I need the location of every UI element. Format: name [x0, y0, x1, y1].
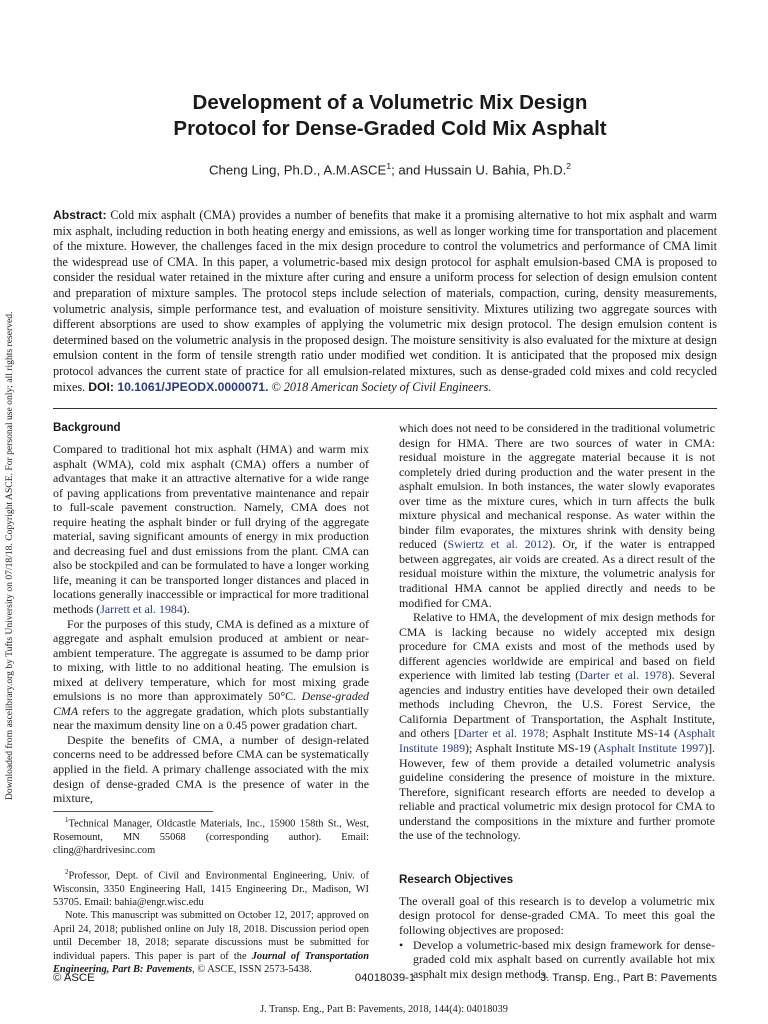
right-p1-end: ). Or, if the water is entrapped between aggregates, air voids are created. As a direct result of the residual moisture within the mixture, the volumetric analysis for traditional HMA cannot be applied directly and needs to be modified for CMA. — [399, 537, 715, 610]
right-p2-text: Relative to HMA, the development of mix design methods for CMA is lacking because no widely accepted mix design procedure for CMA exists and most of the methods used by different agencies worldwide are empirical and based on field experience with limited lab testing ( — [399, 610, 715, 683]
manuscript-note-end: , © ASCE, ISSN 2573-5438. — [192, 964, 312, 975]
citation-darter-2[interactable]: Darter et al. 1978; — [457, 726, 549, 741]
background-p1-text: Compared to traditional hot mix asphalt (HMA) and warm mix asphalt (WMA), cold mix asphalt (CMA) offers a number of advantages that make it an attractive alternative for a wide range of paving applications from preventative maintenance and repair to full-scale pavement construction. Namely, CMA does not require heating the asphalt binder or full drying of the aggregate material, saving significant amounts of energy in mix production and decreasing fuel and dust emissions from the plant. CMA can also be stockpiled and can be formulated to have a longer working life, meaning it can be transported longer distances and placed in locations generally inaccessible or impractical for more traditional methods ( — [53, 442, 369, 617]
footnote-2-mark: 2 — [65, 867, 69, 876]
author-2-affil: 2 — [566, 161, 572, 171]
background-p2-text: For the purposes of this study, CMA is defined as a mixture of aggregate and asphalt emulsion produced at ambient or near-ambient temperature. The aggregate is assumed to be damp prior to mixing, with little to no additional heating. The emulsion is mixed at delivery temperature, which for most mixing grade emulsions is no more than approximately 50°C. — [53, 616, 369, 704]
title-line-2: Protocol for Dense-Graded Cold Mix Asphalt — [173, 117, 607, 140]
bullet-icon: • — [399, 937, 404, 952]
abstract-text: Cold mix asphalt (CMA) provides a number of benefits that make it a promising alternative to hot mix asphalt and warm mix asphalt, including reduction in both heating energy and emissions, as well as longer working time for transportation and placement of the mixture. However, the challenges faced in the mix design procedure to control the volumetrics and performance of CMA limit the widespread use of CMA. In this paper, a volumetric-based mix design protocol for asphalt emulsion-based CMA is proposed to consider the residual water retained in the mixture after curing and ensure a uniform process for selection of design emulsion content and preparation of mixture samples. The protocol steps include selection of materials, compaction, curing, density measurements, volumetric analysis, simple performance test, and evaluation of moisture sensitivity. Mixtures utilizing two aggregate sources with different absorptions are used to show examples of applying the volumetric mix design protocol. The design emulsion content is determined based on the volumetric analysis in the proposed design. The moisture sensitivity is also evaluated for the mixture at design emulsion content in the form of tensile strength ratio under modified wet condition. It is anticipated that the proposed mix design protocol advances the current state of practice for all emulsion-related mixtures, such as dense-graded cold mixes and cold recycled mixes. — [53, 208, 717, 394]
author-separator: ; and Hussain U. Bahia, Ph.D. — [391, 162, 567, 178]
background-paragraph-3: Despite the benefits of CMA, a number of design-related concerns need to be addressed before CMA can be systematically applied in the field. A primary challenge associated with the mix design of dense-graded CMA is the presence of water in the mixture, — [53, 732, 369, 806]
abstract — [53, 208, 717, 395]
citation-ai-1989[interactable]: Asphalt Institute 1989 — [399, 726, 715, 756]
right-p2-b: ). Several agencies and industry entities have developed their own detailed methods including Chevron, the U.S. Forest Service, the California Department of Transportation, the Asphalt Institute, and others [ — [399, 668, 716, 741]
citation-darter-1[interactable]: Darter et al. 1978 — [579, 668, 668, 683]
footnote-divider — [53, 811, 213, 812]
section-heading-research-objectives: Research Objectives — [399, 872, 514, 886]
title-line-1: Development of a Volumetric Mix Design — [192, 91, 588, 114]
right-p2-d: ); Asphalt Institute MS-19 ( — [465, 741, 598, 756]
term-dense-graded-cma: Dense-graded CMA — [53, 689, 369, 718]
background-paragraph-4 — [399, 421, 715, 610]
download-notice — [4, 240, 18, 800]
objectives-paragraph: The overall goal of this research is to develop a volumetric mix design protocol for dense-graded CMA. To meet this goal the following objectives are proposed: — [399, 893, 715, 937]
footer-article-number: 04018039-1 — [354, 972, 416, 984]
citation-jarrett[interactable]: Jarrett et al. 1984 — [100, 602, 183, 617]
right-column — [399, 421, 715, 981]
background-paragraph-5 — [399, 610, 715, 843]
footer-journal: J. Transp. Eng., Part B: Pavements — [540, 972, 717, 984]
download-notice-text: Downloaded from ascelibrary.org by Tufts University on 07/18/18. Copyright ASCE. For personal use only; all rights reserved. — [4, 311, 15, 800]
background-paragraph-2 — [53, 617, 369, 733]
background-paragraph-1 — [53, 442, 369, 617]
section-heading-background: Background — [53, 421, 121, 434]
footnote-2 — [53, 866, 369, 910]
abstract-divider — [53, 408, 717, 409]
footer-copyright: © ASCE — [53, 972, 95, 984]
right-p2-c: Asphalt Institute MS-14 ( — [548, 726, 678, 741]
objective-item-text: Develop a volumetric-based mix design framework for dense-graded cold mix asphalt based on currently available hot mix asphalt mix design methods. — [413, 937, 715, 981]
author-1: Cheng Ling, Ph.D., A.M.ASCE — [208, 162, 387, 178]
abstract-copyright: © 2018 American Society of Civil Engineers. — [268, 379, 492, 394]
author-1-affil: 1 — [386, 161, 392, 171]
footnote-1 — [53, 814, 369, 858]
footnote-2-text: Professor, Dept. of Civil and Environmental Engineering, Univ. of Wisconsin, 3350 Engineering Hall, 1415 Engineering Dr., Madison, WI 53705. Email: bahia@engr.wisc.edu — [53, 870, 369, 908]
doi-link[interactable]: 10.1061/JPEODX.0000071. — [113, 379, 269, 394]
citation-swiertz[interactable]: Swiertz et al. 2012 — [447, 537, 549, 552]
background-p2-end: refers to the aggregate gradation, which plots substantially near the maximum density line on a 0.45 power gradation chart. — [53, 703, 369, 733]
doi-label: DOI: — [88, 379, 114, 394]
left-column — [53, 421, 369, 806]
journal-name: Journal of Transportation Engineering, Part B: Pavements — [53, 950, 369, 975]
manuscript-note-text: Note. This manuscript was submitted on October 12, 2017; approved on April 24, 2018; published online on July 18, 2018. Discussion period open until December 18, 2018; separate discussions must be submitted for individual papers. This paper is part of the — [53, 910, 369, 962]
background-p1-end: ). — [182, 602, 190, 617]
abstract-label: Abstract: — [53, 208, 107, 222]
citation-ai-1997[interactable]: Asphalt Institute 1997 — [597, 741, 705, 756]
page-footer — [53, 972, 717, 988]
footnote-1-text: Technical Manager, Oldcastle Materials, Inc., 15900 158th St., West, Rosemount, MN 55068 (corresponding author). Email: cling@hardrivesinc.com — [53, 818, 369, 857]
right-p2-e: )]. However, few of them provide a detailed volumetric analysis guideline considering the presence of moisture in the mixture. Therefore, significant research efforts are needed to develop a reliable and practical volumetric mix design protocol for CMA to understand the compositions in the mixture and further promote the use of the technology. — [399, 741, 716, 843]
footnotes — [53, 814, 369, 976]
footnote-1-mark: 1 — [65, 816, 69, 824]
right-p1-text: which does not need to be considered in the traditional volumetric design for HMA. There are two sources of water in CMA: residual moisture in the aggregate material because it is not completely dried during production and the water present in the asphalt emulsion. In both instances, the water slowly evaporates over time as the mixture cures, which in turn affects the bulk mixture physical and mechanical response. As water within the binder film evaporates, the mixtures shrink with density being reduced ( — [399, 421, 715, 552]
manuscript-note — [53, 909, 369, 976]
bottom-citation: J. Transp. Eng., Part B: Pavements, 2018, 144(4): 04018039 — [260, 1004, 508, 1015]
author-line — [60, 161, 720, 177]
paper-title — [60, 90, 720, 142]
